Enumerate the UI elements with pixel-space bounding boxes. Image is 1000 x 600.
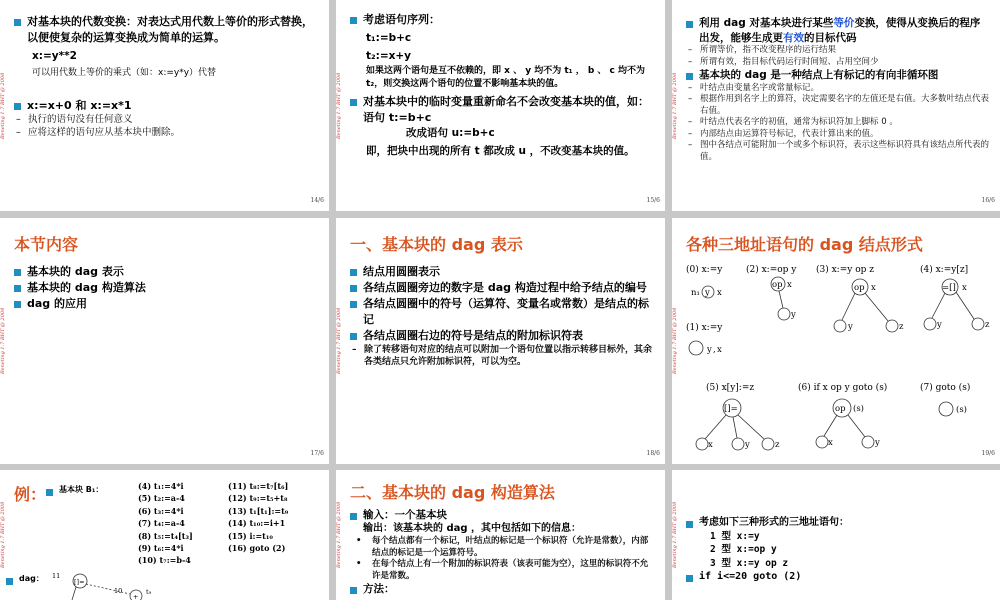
node-ident: y: [875, 438, 880, 448]
dag-node: [834, 320, 846, 332]
code-line: (8) t₅:=t₄[t₃]: [138, 530, 193, 541]
form-label: (4) x:=y[z]: [920, 265, 969, 275]
bullet-algebraic-transform: 对基本块的代数变换：对表达式用代数上等价的形式替换，以便使复杂的运算变换成为简单的运算。: [14, 14, 319, 46]
node-label: +: [133, 593, 139, 600]
slide-side-text: Beneting 1.7 BHT @ 2008: [0, 307, 6, 375]
code-line: (11) t₈:=t₇[t₆]: [228, 481, 289, 491]
form-label: (1) x:=y: [686, 323, 723, 333]
dot-item: • 在每个结点上有一个附加的标识符表（该表可能为空），这里的标识符不允许是常数。: [350, 559, 655, 582]
slide-side-text: Beneting 1.7 BHT @ 2008: [672, 72, 678, 139]
node-ident: x: [717, 345, 722, 355]
bullet-dag-transform: 利用 dag 对基本块进行某些等价变换，使得从变换后的程序出发，能够生成更有效的目标代码: [686, 16, 990, 45]
slide-title: 本节内容: [14, 235, 79, 254]
slide-15[interactable]: [336, 0, 665, 211]
sub-item: – 所谓等价，指不改变程序的运行结果: [686, 45, 990, 56]
block-label: 基本块 B₁：: [46, 484, 103, 496]
code-line: 1 型 x:=y: [710, 531, 760, 542]
list-item: 各结点圆圈中的符号（运算符、变量名或常数）是结点的标记: [350, 296, 655, 328]
page-number: 17/6: [310, 450, 324, 458]
code-line: (9) t₆:=4*i: [138, 542, 184, 553]
form-label: (7) goto (s): [920, 383, 971, 393]
dot-item: • 每个结点都有一个标记，叶结点的标记是一个标识符（允许是常数），内部结点的标记是一个运算符号。: [350, 536, 655, 559]
node-number: n₁: [691, 288, 700, 298]
node-ident: t₉: [146, 588, 152, 596]
form-label: (0) x:=y: [686, 265, 723, 275]
node-label: y: [705, 288, 710, 298]
node-ident: z: [775, 440, 780, 450]
list-item: 结点用圆圈表示: [350, 264, 655, 280]
note-text: 如果这两个语句是互不依赖的，即 x 、 y 均不为 t₁ ， b 、 c 均不为 t₂，则交换这两个语句的位置不影响基本块的值。: [366, 65, 646, 89]
slide-side-text: Beneting 1.7 BHT @ 2008: [672, 307, 678, 375]
code-line: (12) t₉:=t₅+t₈: [228, 493, 288, 504]
code-line: t₁:=b+c: [366, 31, 412, 44]
code-line: x:=y**2: [32, 49, 77, 62]
dag-node: [778, 308, 790, 320]
code-line: (6) t₃:=4*i: [138, 505, 184, 516]
node-ident: y: [707, 345, 712, 355]
slide-side-text: Beneting 1.7 BHT @ 2008: [0, 72, 6, 139]
sub-item: – 叶结点代表名字的初值，通常为标识符加上脚标 0 。: [686, 117, 990, 128]
code-line: (14) t₁₀:=i+1: [228, 518, 286, 529]
slide-side-text: Beneting 1.7 BHT @ 2008: [336, 307, 342, 375]
bullet-temp-rename: 对基本块中的临时变量重新命名不会改变基本块的值，如：语句 t:=b+c: [350, 94, 655, 126]
form-label: (5) x[y]:=z: [706, 383, 755, 393]
node-label: =[]: [942, 283, 956, 293]
slide-title: 二、基本块的 dag 构造算法: [350, 483, 555, 502]
sub-item: – 叶结点由变量名字或常量标记。: [686, 83, 990, 94]
node-ident: x: [787, 280, 792, 290]
list-item: 基本块的 dag 构造算法: [14, 280, 319, 296]
code-line: (10) t₇:=b-4: [138, 555, 191, 566]
node-ident: x: [871, 283, 876, 293]
sub-item: – 除了转移语句对应的结点可以附加一个语句位置以指示转移目标外，其余各类结点只允许附加标识符，可以为空。: [350, 344, 655, 368]
node-ident: (s): [956, 405, 967, 415]
form-label: (2) x:=op y: [746, 265, 797, 275]
dag-node: [939, 402, 953, 416]
slide-16[interactable]: [672, 0, 1000, 211]
node-ident: x: [717, 288, 722, 298]
node-number: 11: [52, 572, 61, 580]
dag-node: [732, 438, 744, 450]
node-number: 10: [114, 587, 123, 595]
slide-three-address[interactable]: [672, 470, 1000, 600]
form-label: (3) x:=y op z: [816, 265, 874, 275]
node-label: []=: [74, 578, 85, 586]
slide-side-text: Beneting 1.7 BHT @ 2008: [336, 72, 342, 139]
code-line: (5) t₂:=a-4: [138, 493, 185, 504]
sub-item: – 根据作用到名字上的算符，决定需要名字的左值还是右值。大多数叶结点代表右值。: [686, 94, 990, 117]
node-label: []=: [724, 404, 738, 414]
code-line: (15) i:=t₁₀: [228, 530, 273, 541]
dag-label: dag：: [6, 573, 44, 585]
slide-title: 各种三地址语句的 dag 结点形式: [686, 235, 923, 254]
code-line: (7) t₄:=a-4: [138, 518, 185, 529]
node-ident: y: [791, 310, 796, 320]
code-line: t₂:=x+y: [366, 49, 412, 62]
list-item: 考虑如下三种形式的三地址语句：: [686, 516, 990, 530]
list-item: if i<=20 goto (2): [686, 570, 990, 584]
dag-node: [924, 318, 936, 330]
example-dag: [0, 470, 329, 600]
node-ident: (s): [853, 404, 864, 414]
dag-node: [762, 438, 774, 450]
bullet-identity-ops: x:=x+0 和 x:=x*1: [14, 98, 319, 114]
page-number: 16/6: [981, 197, 995, 205]
dag-forms-diagram: [672, 218, 1000, 464]
page-number: 15/6: [646, 197, 660, 205]
sub-item: – 图中各结点可能附加一个或多个标识符，表示这些标识符具有该结点所代表的值。: [686, 140, 990, 163]
list-item: 方法：: [350, 582, 655, 596]
node-ident: y: [848, 322, 853, 332]
list-item: 各结点圆圈旁边的数字是 dag 构造过程中给予结点的编号: [350, 280, 655, 296]
body-text: 即，把块中出现的所有 t 都改成 u ，不改变基本块的值。: [366, 144, 635, 157]
slide-dag-algorithm[interactable]: [336, 470, 665, 600]
slide-side-text: Beneting 1.7 BHT @ 2008: [0, 501, 6, 569]
code-line: (13) t₁[t₁]:=t₉: [228, 505, 289, 516]
node-ident: x: [708, 440, 713, 450]
node-label: op: [772, 280, 783, 290]
code-line: 2 型 x:=op y: [710, 544, 777, 556]
slide-19[interactable]: [672, 218, 1000, 464]
slide-18[interactable]: [336, 218, 665, 464]
node-ident: x: [962, 283, 967, 293]
code-line: (16) goto (2): [228, 542, 286, 553]
slide-title: 例：: [14, 485, 47, 504]
slide-14[interactable]: [0, 0, 329, 211]
page-number: 18/6: [646, 450, 660, 458]
page-number: 14/6: [310, 197, 324, 205]
bullet-dag-definition: 基本块的 dag 是一种结点上有标记的有向非循环图: [686, 68, 990, 83]
node-ident: y: [745, 440, 750, 450]
body-text: 输出：该基本块的 dag ，其中包括如下的信息：: [363, 523, 582, 535]
node-ident: x: [828, 438, 833, 448]
code-line: 改成语句 u:=b+c: [406, 127, 495, 139]
page-number: 19/6: [981, 450, 995, 458]
list-item: 基本块的 dag 表示: [14, 264, 319, 280]
dag-node: [862, 436, 874, 448]
dag-node: [816, 436, 828, 448]
slide-example[interactable]: [0, 470, 329, 600]
node-label: op: [835, 404, 846, 414]
svg-text:,: ,: [713, 345, 716, 355]
code-line: (4) t₁:=4*i: [138, 481, 184, 491]
dag-node: [886, 320, 898, 332]
node-label: op: [854, 283, 865, 293]
sub-item: – 内部结点由运算符号标记，代表计算出来的值。: [686, 129, 990, 140]
sub-item: – 所谓有效，指目标代码运行时间短、占用空间少: [686, 57, 990, 68]
code-line: 3 型 x:=y op z: [710, 557, 789, 569]
slide-side-text: Beneting 1.7 BHT @ 2008: [336, 501, 342, 569]
sub-item: – 应将这样的语句应从基本块中删除。: [14, 127, 319, 140]
node-ident: z: [899, 322, 904, 332]
form-label: (6) if x op y goto (s): [798, 383, 888, 393]
dag-node: [689, 341, 703, 355]
node-ident: y: [937, 320, 942, 330]
sub-item: – 执行的语句没有任何意义: [14, 114, 319, 127]
slide-side-text: Beneting 1.7 BHT @ 2008: [672, 501, 678, 569]
note-text: 可以用代数上等价的乘式（如：x:=y*y）代替: [32, 67, 217, 78]
list-item: dag 的应用: [14, 296, 319, 312]
slide-17[interactable]: [0, 218, 329, 464]
list-item: 输入：一个基本块: [350, 508, 655, 522]
bullet-statement-sequence: 考虑语句序列：: [350, 12, 655, 28]
list-item: 各结点圆圈右边的符号是结点的附加标识符表: [350, 328, 655, 344]
dag-node: [696, 438, 708, 450]
slide-title: 一、基本块的 dag 表示: [350, 235, 523, 254]
dag-node: [972, 318, 984, 330]
node-ident: z: [985, 320, 990, 330]
